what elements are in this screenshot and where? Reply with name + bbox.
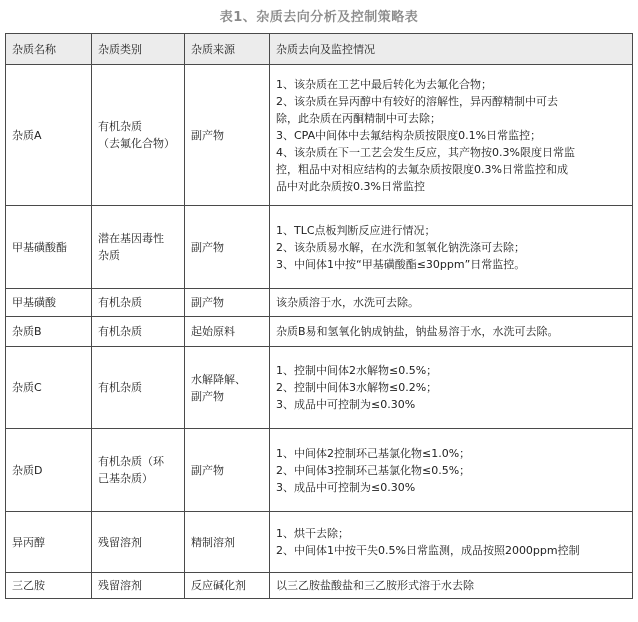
header-impurity-fate: 杂质去向及监控情况 — [270, 34, 633, 65]
impurity-category — [92, 289, 185, 317]
impurity-source — [185, 206, 270, 289]
impurity-fate — [270, 206, 633, 289]
impurity-name: 甲基磺酸酯 — [6, 206, 92, 289]
fate-line: 4、该杂质在下一工艺会发生反应，其产物按0.3%限度日常监 — [276, 145, 575, 159]
category-line: 杂质 — [98, 249, 120, 262]
fate-line: 1、该杂质在工艺中最后转化为去氟化合物； — [276, 77, 492, 91]
fate-line: 3、成品中可控制为≤0.30% — [276, 480, 416, 494]
source-line: 副产物 — [191, 128, 224, 142]
impurity-fate — [270, 573, 633, 599]
category-line: 有机杂质 — [98, 120, 142, 133]
table-row — [6, 317, 633, 347]
impurity-category — [92, 429, 185, 512]
impurity-fate — [270, 65, 633, 206]
fate-line: 2、中间体1中按干失0.5%日常监测，成品按照2000ppm控制 — [276, 544, 580, 557]
impurity-category — [92, 65, 185, 206]
header-impurity-name: 杂质名称 — [6, 34, 92, 65]
category-line: 有机杂质 — [98, 381, 142, 394]
impurity-name: 三乙胺 — [6, 573, 92, 599]
impurity-fate — [270, 429, 633, 512]
fate-line: 控，粗品中对相应结构的去氟杂质按限度0.3%日常监控和成 — [276, 162, 568, 176]
source-line: 反应碱化剂 — [191, 579, 246, 592]
header-impurity-category: 杂质类别 — [92, 34, 185, 65]
fate-line: 1、烘干去除； — [276, 527, 349, 540]
category-line: 有机杂质 — [98, 296, 142, 309]
table-row — [6, 206, 633, 289]
fate-line: 3、CPA中间体中去氟结构杂质按限度0.1%日常监控； — [276, 128, 542, 142]
fate-line: 2、中间体3控制环己基氯化物≤0.5%； — [276, 463, 471, 477]
table-title: 表1、杂质去向分析及控制策略表 — [219, 10, 419, 25]
impurity-source — [185, 573, 270, 599]
impurity-fate — [270, 289, 633, 317]
impurity-source — [185, 317, 270, 347]
fate-line: 杂质B易和氢氧化钠成钠盐，钠盐易溶于水，水洗可去除。 — [276, 325, 559, 338]
source-line: 水解降解、 — [191, 372, 246, 386]
table-row — [6, 573, 633, 599]
impurity-category — [92, 206, 185, 289]
table-row — [6, 65, 633, 206]
source-line: 精制溶剂 — [191, 535, 235, 549]
impurity-name: 杂质B — [6, 317, 92, 347]
fate-line: 除，此杂质在丙酮精制中可去除； — [276, 111, 441, 125]
fate-line: 2、该杂质在异丙醇中有较好的溶解性，异丙醇精制中可去 — [276, 94, 558, 108]
impurity-category — [92, 512, 185, 573]
category-line: 有机杂质 — [98, 325, 142, 338]
category-line: 有机杂质（环 — [98, 455, 164, 468]
impurity-fate — [270, 512, 633, 573]
impurity-fate — [270, 347, 633, 429]
source-line: 副产物 — [191, 389, 224, 403]
fate-line: 2、该杂质易水解，在水洗和氢氧化钠洗涤可去除； — [276, 240, 525, 254]
impurity-name: 甲基磺酸 — [6, 289, 92, 317]
impurity-source — [185, 65, 270, 206]
fate-line: 3、中间体1中按“甲基磺酸酯≤30ppm”日常监控。 — [276, 257, 526, 271]
fate-line: 1、中间体2控制环己基氯化物≤1.0%； — [276, 446, 471, 460]
category-line: 己基杂质） — [98, 472, 153, 485]
table-row — [6, 429, 633, 512]
impurity-category — [92, 347, 185, 429]
header-impurity-source: 杂质来源 — [185, 34, 270, 65]
impurity-name: 异丙醇 — [6, 512, 92, 573]
category-line: （去氟化合物） — [98, 137, 175, 150]
category-line: 潜在基因毒性 — [98, 232, 164, 245]
impurity-source — [185, 512, 270, 573]
source-line: 副产物 — [191, 240, 224, 254]
impurity-source — [185, 289, 270, 317]
fate-line: 以三乙胺盐酸盐和三乙胺形式溶于水去除 — [276, 579, 474, 592]
fate-line: 3、成品中可控制为≤0.30% — [276, 398, 416, 411]
impurity-category — [92, 573, 185, 599]
impurity-name: 杂质C — [6, 347, 92, 429]
header-row — [6, 34, 633, 65]
fate-line: 2、控制中间体3水解物≤0.2%； — [276, 381, 438, 394]
fate-line: 该杂质溶于水，水洗可去除。 — [276, 296, 419, 309]
table-row — [6, 347, 633, 429]
source-line: 起始原料 — [191, 325, 235, 338]
table-row — [6, 512, 633, 573]
source-line: 副产物 — [191, 296, 224, 309]
table-row — [6, 289, 633, 317]
impurity-name: 杂质A — [6, 65, 92, 206]
fate-line: 品中对此杂质按0.3%日常监控 — [276, 179, 425, 193]
fate-line: 1、控制中间体2水解物≤0.5%； — [276, 364, 438, 377]
impurity-source — [185, 347, 270, 429]
category-line: 残留溶剂 — [98, 535, 142, 549]
impurity-name: 杂质D — [6, 429, 92, 512]
fate-line: 1、TLC点板判断反应进行情况； — [276, 223, 436, 237]
impurity-category — [92, 317, 185, 347]
category-line: 残留溶剂 — [98, 579, 142, 592]
source-line: 副产物 — [191, 463, 224, 477]
impurity-source — [185, 429, 270, 512]
impurity-table — [5, 33, 633, 599]
impurity-fate — [270, 317, 633, 347]
